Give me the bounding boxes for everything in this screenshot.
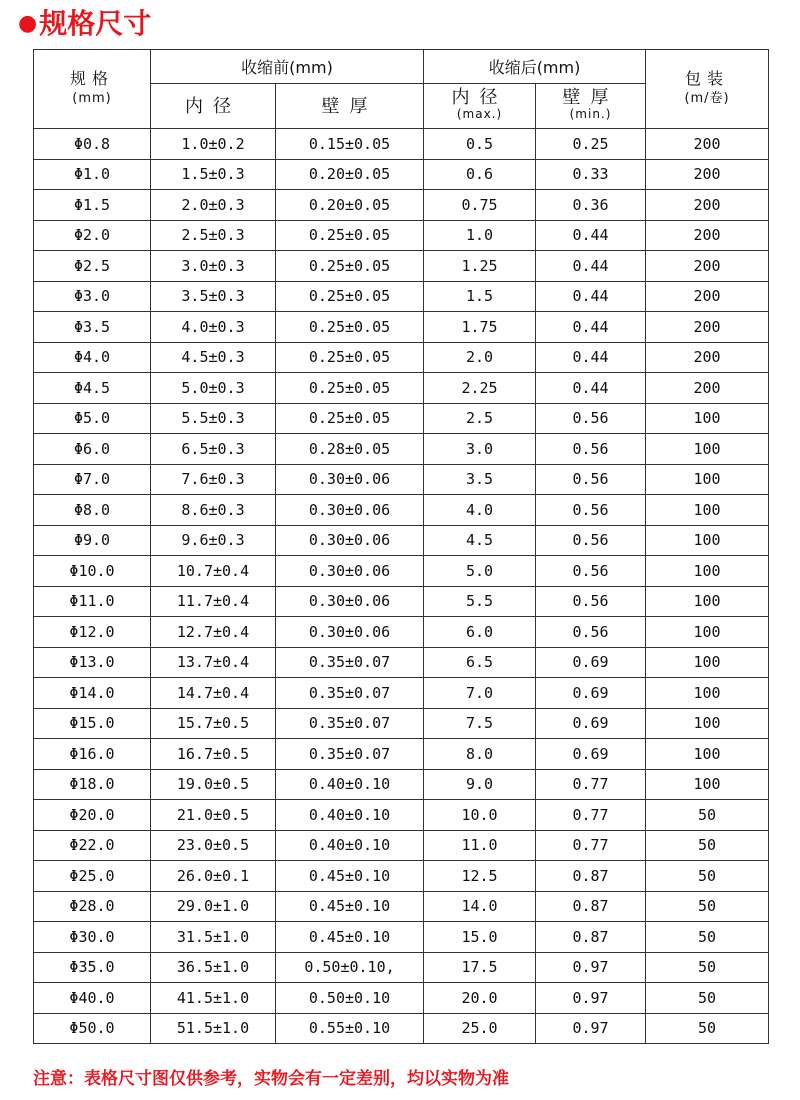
spec-cell: Φ4.5 xyxy=(34,373,151,404)
wall-thickness-cell: 0.40±0.10 xyxy=(276,800,424,831)
table-row xyxy=(34,403,769,434)
inner-diameter-after-cell: 6.0 xyxy=(424,617,536,648)
wall-thickness-after-cell: 0.44 xyxy=(536,281,646,312)
wall-thickness-after-cell: 0.44 xyxy=(536,373,646,404)
pack-cell: 100 xyxy=(646,769,769,800)
table-row xyxy=(34,952,769,983)
wall-thickness-cell: 0.25±0.05 xyxy=(276,403,424,434)
wall-thickness-after-cell: 0.36 xyxy=(536,190,646,221)
inner-diameter-after-cell: 20.0 xyxy=(424,983,536,1014)
pack-cell: 200 xyxy=(646,190,769,221)
pack-cell: 50 xyxy=(646,800,769,831)
inner-diameter-cell: 4.0±0.3 xyxy=(151,312,276,343)
wall-thickness-after-cell: 0.97 xyxy=(536,983,646,1014)
inner-diameter-cell: 2.0±0.3 xyxy=(151,190,276,221)
pack-cell: 100 xyxy=(646,525,769,556)
table-row xyxy=(34,525,769,556)
table-row xyxy=(34,312,769,343)
inner-diameter-after-cell: 2.0 xyxy=(424,342,536,373)
pack-cell: 50 xyxy=(646,922,769,953)
inner-diameter-after-cell: 17.5 xyxy=(424,952,536,983)
wall-thickness-after-cell: 0.97 xyxy=(536,1013,646,1044)
inner-diameter-after-cell: 5.5 xyxy=(424,586,536,617)
pack-cell: 100 xyxy=(646,586,769,617)
spec-table xyxy=(33,49,769,1044)
wall-thickness-after-cell: 0.56 xyxy=(536,434,646,465)
wall-thickness-after-cell: 0.69 xyxy=(536,708,646,739)
wall-thickness-after-cell: 0.33 xyxy=(536,159,646,190)
wall-thickness-after-cell: 0.56 xyxy=(536,403,646,434)
spec-cell: Φ6.0 xyxy=(34,434,151,465)
wall-thickness-cell: 0.25±0.05 xyxy=(276,281,424,312)
pack-cell: 100 xyxy=(646,678,769,709)
inner-diameter-cell: 2.5±0.3 xyxy=(151,220,276,251)
wall-thickness-after-cell: 0.44 xyxy=(536,251,646,282)
pack-cell: 50 xyxy=(646,891,769,922)
pack-cell: 200 xyxy=(646,312,769,343)
pack-cell: 100 xyxy=(646,403,769,434)
table-row xyxy=(34,1013,769,1044)
spec-cell: Φ28.0 xyxy=(34,891,151,922)
inner-diameter-after-cell: 7.5 xyxy=(424,708,536,739)
inner-diameter-after-cell: 3.5 xyxy=(424,464,536,495)
pack-cell: 200 xyxy=(646,342,769,373)
wall-thickness-cell: 0.50±0.10 xyxy=(276,983,424,1014)
inner-diameter-after-cell: 7.0 xyxy=(424,678,536,709)
spec-cell: Φ50.0 xyxy=(34,1013,151,1044)
wall-thickness-after-cell: 0.87 xyxy=(536,891,646,922)
inner-diameter-cell: 41.5±1.0 xyxy=(151,983,276,1014)
inner-diameter-after-cell: 14.0 xyxy=(424,891,536,922)
inner-diameter-cell: 5.0±0.3 xyxy=(151,373,276,404)
wall-thickness-cell: 0.30±0.06 xyxy=(276,464,424,495)
wall-thickness-cell: 0.30±0.06 xyxy=(276,556,424,587)
inner-diameter-after-cell: 2.5 xyxy=(424,403,536,434)
pack-cell: 50 xyxy=(646,952,769,983)
wall-thickness-after-cell: 0.69 xyxy=(536,739,646,770)
spec-cell: Φ22.0 xyxy=(34,830,151,861)
wall-thickness-after-cell: 0.77 xyxy=(536,800,646,831)
spec-cell: Φ40.0 xyxy=(34,983,151,1014)
table-row xyxy=(34,861,769,892)
inner-diameter-after-cell: 1.25 xyxy=(424,251,536,282)
page-title-text: 规格尺寸 xyxy=(39,7,152,40)
header-inner-diameter-after: 内径 (max.) xyxy=(424,84,536,129)
inner-diameter-after-cell: 25.0 xyxy=(424,1013,536,1044)
table-row xyxy=(34,586,769,617)
spec-cell: Φ11.0 xyxy=(34,586,151,617)
wall-thickness-cell: 0.25±0.05 xyxy=(276,312,424,343)
pack-cell: 100 xyxy=(646,434,769,465)
inner-diameter-cell: 36.5±1.0 xyxy=(151,952,276,983)
inner-diameter-cell: 51.5±1.0 xyxy=(151,1013,276,1044)
spec-cell: Φ12.0 xyxy=(34,617,151,648)
spec-cell: Φ35.0 xyxy=(34,952,151,983)
table-row xyxy=(34,891,769,922)
wall-thickness-cell: 0.30±0.06 xyxy=(276,586,424,617)
wall-thickness-after-cell: 0.56 xyxy=(536,617,646,648)
wall-thickness-after-cell: 0.56 xyxy=(536,586,646,617)
wall-thickness-after-cell: 0.56 xyxy=(536,556,646,587)
wall-thickness-after-cell: 0.69 xyxy=(536,678,646,709)
header-pack xyxy=(646,50,769,129)
spec-cell: Φ16.0 xyxy=(34,739,151,770)
inner-diameter-cell: 9.6±0.3 xyxy=(151,525,276,556)
inner-diameter-cell: 1.0±0.2 xyxy=(151,129,276,160)
inner-diameter-cell: 3.5±0.3 xyxy=(151,281,276,312)
pack-cell: 100 xyxy=(646,739,769,770)
bullet-icon: ● xyxy=(18,11,38,36)
pack-cell: 100 xyxy=(646,708,769,739)
header-wall-thickness: 壁厚 xyxy=(276,84,424,129)
pack-cell: 100 xyxy=(646,464,769,495)
header-after: 收缩后(mm) xyxy=(424,50,646,84)
table-row xyxy=(34,556,769,587)
inner-diameter-after-cell: 6.5 xyxy=(424,647,536,678)
table-row xyxy=(34,342,769,373)
pack-cell: 200 xyxy=(646,220,769,251)
inner-diameter-cell: 19.0±0.5 xyxy=(151,769,276,800)
inner-diameter-cell: 4.5±0.3 xyxy=(151,342,276,373)
inner-diameter-after-cell: 1.75 xyxy=(424,312,536,343)
wall-thickness-cell: 0.35±0.07 xyxy=(276,708,424,739)
disclaimer-note: 注意：表格尺寸图仅供参考，实物会有一定差别，均以实物为准 xyxy=(33,1069,509,1089)
table-row xyxy=(34,922,769,953)
inner-diameter-cell: 11.7±0.4 xyxy=(151,586,276,617)
wall-thickness-cell: 0.25±0.05 xyxy=(276,251,424,282)
pack-cell: 50 xyxy=(646,1013,769,1044)
wall-thickness-cell: 0.15±0.05 xyxy=(276,129,424,160)
inner-diameter-cell: 12.7±0.4 xyxy=(151,617,276,648)
table-row xyxy=(34,983,769,1014)
header-spec-unit: (mm) xyxy=(72,91,112,106)
wall-thickness-after-cell: 0.56 xyxy=(536,525,646,556)
inner-diameter-cell: 7.6±0.3 xyxy=(151,464,276,495)
inner-diameter-after-cell: 4.0 xyxy=(424,495,536,526)
pack-cell: 200 xyxy=(646,373,769,404)
inner-diameter-cell: 1.5±0.3 xyxy=(151,159,276,190)
inner-diameter-cell: 10.7±0.4 xyxy=(151,556,276,587)
table-row xyxy=(34,739,769,770)
header-spec-label: 规格 xyxy=(69,69,114,88)
header-before: 收缩前(mm) xyxy=(151,50,424,84)
wall-thickness-after-cell: 0.87 xyxy=(536,861,646,892)
inner-diameter-cell: 6.5±0.3 xyxy=(151,434,276,465)
spec-cell: Φ15.0 xyxy=(34,708,151,739)
pack-cell: 50 xyxy=(646,861,769,892)
table-row xyxy=(34,251,769,282)
inner-diameter-after-cell: 10.0 xyxy=(424,800,536,831)
wall-thickness-cell: 0.45±0.10 xyxy=(276,861,424,892)
inner-diameter-cell: 29.0±1.0 xyxy=(151,891,276,922)
wall-thickness-after-cell: 0.56 xyxy=(536,464,646,495)
inner-diameter-after-cell: 0.5 xyxy=(424,129,536,160)
pack-cell: 200 xyxy=(646,281,769,312)
inner-diameter-cell: 23.0±0.5 xyxy=(151,830,276,861)
inner-diameter-after-cell: 3.0 xyxy=(424,434,536,465)
inner-diameter-cell: 8.6±0.3 xyxy=(151,495,276,526)
table-row xyxy=(34,464,769,495)
pack-cell: 200 xyxy=(646,129,769,160)
wall-thickness-cell: 0.28±0.05 xyxy=(276,434,424,465)
wall-thickness-after-cell: 0.44 xyxy=(536,220,646,251)
inner-diameter-cell: 14.7±0.4 xyxy=(151,678,276,709)
inner-diameter-after-cell: 1.5 xyxy=(424,281,536,312)
spec-cell: Φ20.0 xyxy=(34,800,151,831)
spec-cell: Φ2.5 xyxy=(34,251,151,282)
wall-thickness-cell: 0.35±0.07 xyxy=(276,678,424,709)
table-row xyxy=(34,769,769,800)
spec-cell: Φ25.0 xyxy=(34,861,151,892)
wall-thickness-cell: 0.45±0.10 xyxy=(276,891,424,922)
wall-thickness-cell: 0.30±0.06 xyxy=(276,495,424,526)
inner-diameter-cell: 5.5±0.3 xyxy=(151,403,276,434)
spec-cell: Φ14.0 xyxy=(34,678,151,709)
table-row xyxy=(34,281,769,312)
pack-cell: 100 xyxy=(646,495,769,526)
inner-diameter-cell: 16.7±0.5 xyxy=(151,739,276,770)
inner-diameter-after-cell: 15.0 xyxy=(424,922,536,953)
header-wall-thickness-after: 壁厚 (min.) xyxy=(536,84,646,129)
spec-cell: Φ13.0 xyxy=(34,647,151,678)
inner-diameter-after-cell: 1.0 xyxy=(424,220,536,251)
inner-diameter-cell: 31.5±1.0 xyxy=(151,922,276,953)
table-row xyxy=(34,678,769,709)
inner-diameter-after-cell: 11.0 xyxy=(424,830,536,861)
inner-diameter-cell: 3.0±0.3 xyxy=(151,251,276,282)
table-row xyxy=(34,129,769,160)
inner-diameter-after-cell: 4.5 xyxy=(424,525,536,556)
wall-thickness-cell: 0.30±0.06 xyxy=(276,617,424,648)
wall-thickness-cell: 0.55±0.10 xyxy=(276,1013,424,1044)
wall-thickness-cell: 0.40±0.10 xyxy=(276,769,424,800)
spec-cell: Φ10.0 xyxy=(34,556,151,587)
pack-cell: 50 xyxy=(646,830,769,861)
table-row xyxy=(34,434,769,465)
inner-diameter-after-cell: 8.0 xyxy=(424,739,536,770)
spec-cell: Φ1.5 xyxy=(34,190,151,221)
inner-diameter-after-cell: 5.0 xyxy=(424,556,536,587)
header-spec xyxy=(34,50,151,129)
inner-diameter-cell: 26.0±0.1 xyxy=(151,861,276,892)
wall-thickness-cell: 0.25±0.05 xyxy=(276,220,424,251)
table-row xyxy=(34,647,769,678)
wall-thickness-cell: 0.20±0.05 xyxy=(276,190,424,221)
wall-thickness-cell: 0.25±0.05 xyxy=(276,342,424,373)
spec-cell: Φ3.5 xyxy=(34,312,151,343)
spec-cell: Φ2.0 xyxy=(34,220,151,251)
pack-cell: 100 xyxy=(646,556,769,587)
spec-cell: Φ3.0 xyxy=(34,281,151,312)
wall-thickness-cell: 0.45±0.10 xyxy=(276,922,424,953)
table-row xyxy=(34,495,769,526)
wall-thickness-after-cell: 0.97 xyxy=(536,952,646,983)
spec-cell: Φ8.0 xyxy=(34,495,151,526)
wall-thickness-cell: 0.35±0.07 xyxy=(276,647,424,678)
header-row-top xyxy=(34,50,769,84)
table-row xyxy=(34,617,769,648)
wall-thickness-cell: 0.50±0.10, xyxy=(276,952,424,983)
table-row xyxy=(34,830,769,861)
pack-cell: 100 xyxy=(646,647,769,678)
wall-thickness-cell: 0.40±0.10 xyxy=(276,830,424,861)
inner-diameter-after-cell: 2.25 xyxy=(424,373,536,404)
table-row xyxy=(34,800,769,831)
spec-cell: Φ7.0 xyxy=(34,464,151,495)
page-title xyxy=(18,6,151,42)
header-pack-label: 包装 xyxy=(685,69,730,88)
wall-thickness-after-cell: 0.56 xyxy=(536,495,646,526)
inner-diameter-cell: 21.0±0.5 xyxy=(151,800,276,831)
wall-thickness-after-cell: 0.87 xyxy=(536,922,646,953)
wall-thickness-after-cell: 0.77 xyxy=(536,830,646,861)
wall-thickness-cell: 0.25±0.05 xyxy=(276,373,424,404)
spec-cell: Φ30.0 xyxy=(34,922,151,953)
spec-cell: Φ4.0 xyxy=(34,342,151,373)
wall-thickness-after-cell: 0.77 xyxy=(536,769,646,800)
spec-cell: Φ18.0 xyxy=(34,769,151,800)
wall-thickness-after-cell: 0.44 xyxy=(536,312,646,343)
pack-cell: 50 xyxy=(646,983,769,1014)
table-row xyxy=(34,708,769,739)
inner-diameter-after-cell: 0.6 xyxy=(424,159,536,190)
inner-diameter-after-cell: 12.5 xyxy=(424,861,536,892)
inner-diameter-cell: 15.7±0.5 xyxy=(151,708,276,739)
wall-thickness-after-cell: 0.44 xyxy=(536,342,646,373)
spec-cell: Φ1.0 xyxy=(34,159,151,190)
wall-thickness-cell: 0.35±0.07 xyxy=(276,739,424,770)
inner-diameter-after-cell: 0.75 xyxy=(424,190,536,221)
spec-cell: Φ9.0 xyxy=(34,525,151,556)
header-pack-unit: (m/卷) xyxy=(684,91,730,106)
header-inner-diameter: 内径 xyxy=(151,84,276,129)
pack-cell: 200 xyxy=(646,159,769,190)
spec-cell: Φ5.0 xyxy=(34,403,151,434)
table-row xyxy=(34,220,769,251)
inner-diameter-cell: 13.7±0.4 xyxy=(151,647,276,678)
wall-thickness-after-cell: 0.69 xyxy=(536,647,646,678)
table-row xyxy=(34,190,769,221)
pack-cell: 100 xyxy=(646,617,769,648)
spec-cell: Φ0.8 xyxy=(34,129,151,160)
table-row xyxy=(34,159,769,190)
pack-cell: 200 xyxy=(646,251,769,282)
wall-thickness-cell: 0.20±0.05 xyxy=(276,159,424,190)
wall-thickness-cell: 0.30±0.06 xyxy=(276,525,424,556)
table-row xyxy=(34,373,769,404)
wall-thickness-after-cell: 0.25 xyxy=(536,129,646,160)
inner-diameter-after-cell: 9.0 xyxy=(424,769,536,800)
